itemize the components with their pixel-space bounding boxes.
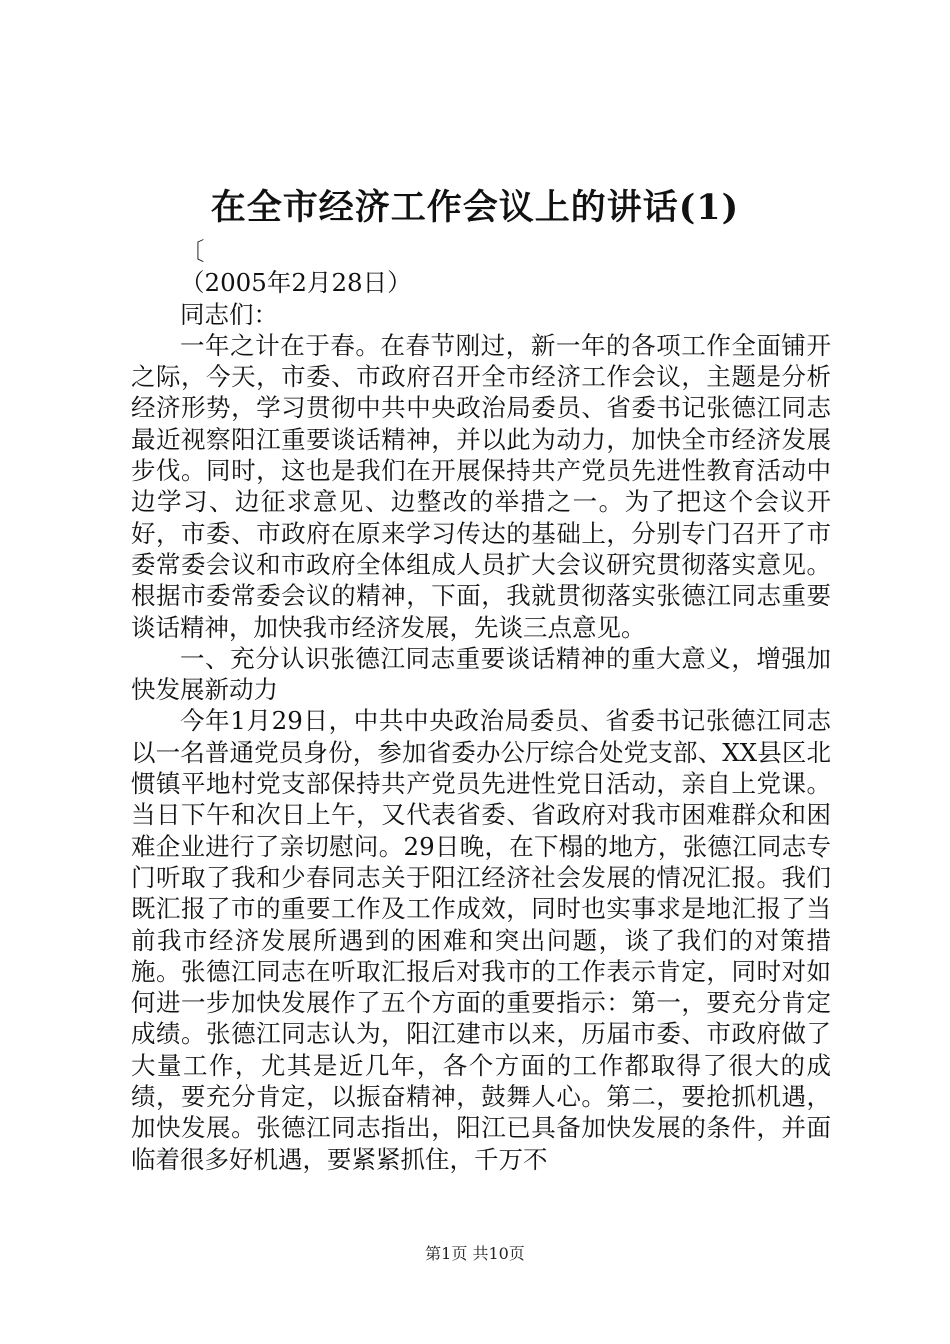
document-title: 在全市经济工作会议上的讲话(1) [210,187,740,228]
section-heading: 一、充分认识张德江同志重要谈话精神的重大意义，增强加快发展新动力 [131,643,831,705]
body-paragraph: 今年1月29日，中共中央政治局委员、省委书记张德江同志以一名普通党员身份，参加省委办公厅综合处党支部、XX县区北惯镇平地村党支部保持共产党员先进性党日活动，亲自上党课。当日下午和次日上午，又代表省委、省政府对我市困难群众和困难企业进行了亲切慰问。29日晚，在下榻的地方，张德江同志专门听取了我和少春同志关于阳江经济社会发展的情况汇报。我们既汇报了市的重要工作及工作成效，同时也实事求是地汇报了当前我市经济发展所遇到的困难和突出问题，谈了我们的对策措施。张德江同志在听取汇报后对我市的工作表示肯定，同时对如何进一步加快发展作了五个方面的重要指示：第一，要充分肯定成绩。张德江同志认为，阳江建市以来，历届市委、市政府做了大量工作，尤其是近几年，各个方面的工作都取得了很大的成绩，要充分肯定，以振奋精神，鼓舞人心。第二，要抢抓机遇，加快发展。张德江同志指出，阳江已具备加快发展的条件，并面临着很多好机遇，要紧紧抓住，千万不 [131,706,831,1174]
body-paragraph: 一年之计在于春。在春节刚过，新一年的各项工作全面铺开之际，今天，市委、市政府召开全市经济工作会议，主题是分析经济形势，学习贯彻中共中央政治局委员、省委书记张德江同志最近视察阳江重要谈话精神，并以此为动力，加快全市经济发展步伐。同时，这也是我们在开展保持共产党员先进性教育活动中边学习、边征求意见、边整改的举措之一。为了把这个会议开好，市委、市政府在原来学习传达的基础上，分别专门召开了市委常委会议和市政府全体组成人员扩大会议研究贯彻落实意见。根据市委常委会议的精神，下面，我就贯彻落实张德江同志重要谈话精神，加快我市经济发展，先谈三点意见。 [131,330,831,642]
page-footer: 第1页 共10页 [425,1244,525,1263]
salutation: 同志们： [180,299,278,329]
document-body [131,236,831,1175]
bracket-mark: 〔 [180,237,205,266]
speech-date: （2005年2月28日） [180,268,412,298]
